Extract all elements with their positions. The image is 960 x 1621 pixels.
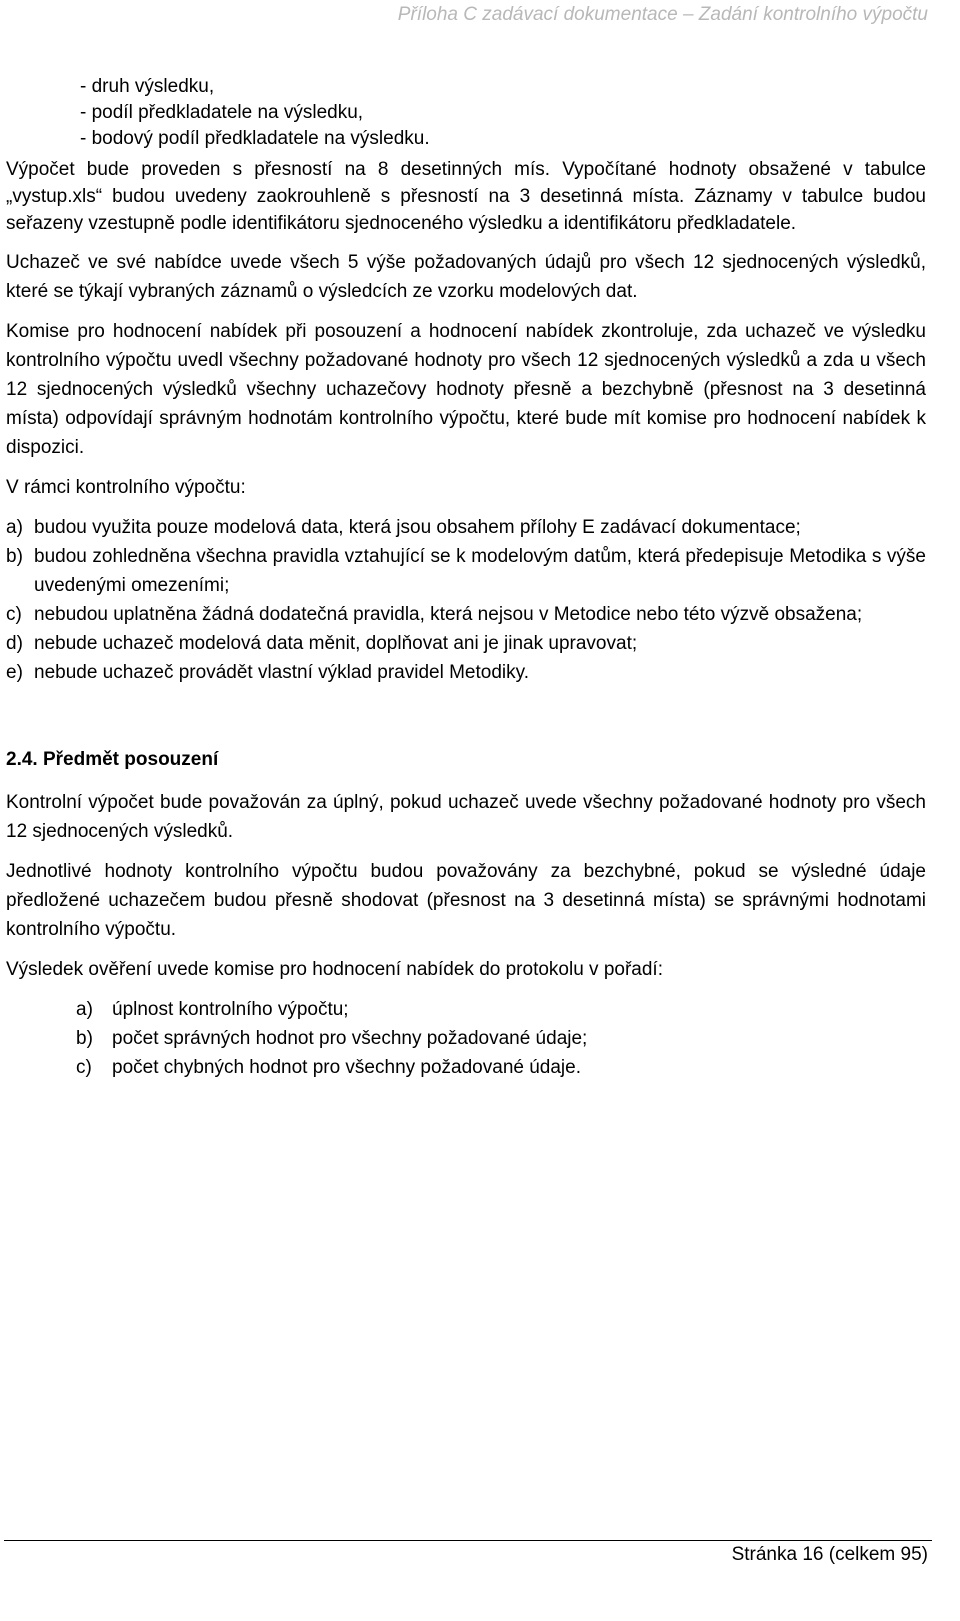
page-header: Příloha C zadávací dokumentace – Zadání kontrolního výpočtu bbox=[397, 4, 928, 25]
list-item bbox=[6, 542, 926, 600]
list-item bbox=[76, 1024, 926, 1053]
list-item: - podíl předkladatele na výsledku, bbox=[80, 100, 926, 126]
list-marker: a) bbox=[6, 517, 23, 538]
page-number: Stránka 16 (celkem 95) bbox=[731, 1544, 928, 1565]
list-item-text: nebude uchazeč modelová data měnit, doplňovat ani je jinak upravovat; bbox=[34, 633, 638, 654]
paragraph-commission: Komise pro hodnocení nabídek při posouzení a hodnocení nabídek zkontroluje, zda uchazeč ve výsledku kontrolního výpočtu uvedl všechny požadované hodnoty pro všech 12 sjednocených výsledků a zda u všech 12 sjednocených výsledků všechny uchazečovy hodnoty přesně a bezchybně (přesnost na 3 desetinná místa) odpovídají správným hodnotám kontrolního výpočtu, které bude mít komise pro hodnocení nabídek k dispozici. bbox=[6, 321, 926, 458]
list-item-text: budou využita pouze modelová data, která jsou obsahem přílohy E zadávací dokumentace; bbox=[34, 517, 801, 538]
list-item bbox=[6, 600, 926, 629]
list-marker: c) bbox=[6, 604, 22, 625]
dash-list bbox=[6, 74, 926, 152]
section-number: 2.4. bbox=[6, 749, 38, 770]
list-item-text: počet správných hodnot pro všechny požadované údaje; bbox=[112, 1028, 588, 1049]
list-marker: a) bbox=[76, 999, 93, 1020]
section-heading bbox=[6, 745, 926, 774]
list-marker: b) bbox=[76, 1028, 93, 1049]
list-item bbox=[6, 513, 926, 542]
list-item-text: úplnost kontrolního výpočtu; bbox=[112, 999, 349, 1020]
list-item-text: budou zohledněna všechna pravidla vztahující se k modelovým datům, která předepisuje Metodika s výše uvedenými omezeními; bbox=[34, 546, 926, 596]
list-item bbox=[76, 995, 926, 1024]
paragraph-applicant: Uchazeč ve své nabídce uvede všech 5 výše požadovaných údajů pro všech 12 sjednocených výsledků, které se týkají vybraných záznamů o výsledcích ze vzorku modelových dat. bbox=[6, 252, 926, 302]
paragraph-correctness: Jednotlivé hodnoty kontrolního výpočtu budou považovány za bezchybné, pokud se výsledné údaje předložené uchazečem budou přesně shodovat (přesnost na 3 desetinná místa) se správnými hodnotami kontrolního výpočtu. bbox=[6, 861, 926, 940]
list-item bbox=[76, 1053, 926, 1082]
paragraph-calculation: Výpočet bude proveden s přesností na 8 desetinných mís. Vypočítané hodnoty obsažené v tabulce „vystup.xls“ budou uvedeny zaokrouhleně s přesností na 3 desetinná místa. Záznamy v tabulce budou seřazeny vzestupně podle identifikátoru sjednoceného výsledku a identifikátoru předkladatele. bbox=[6, 159, 926, 234]
list-item bbox=[6, 629, 926, 658]
protocol-list bbox=[6, 995, 926, 1082]
list-marker: c) bbox=[76, 1057, 92, 1078]
list-marker: d) bbox=[6, 633, 23, 654]
list-item-text: počet chybných hodnot pro všechny požadované údaje. bbox=[112, 1057, 581, 1078]
section-title: Předmět posouzení bbox=[42, 749, 219, 770]
list-item-text: nebudou uplatněna žádná dodatečná pravidla, která nejsou v Metodice nebo této výzvě obsažena; bbox=[34, 604, 863, 625]
document-body bbox=[6, 74, 926, 1082]
list-item: - druh výsledku, bbox=[80, 74, 926, 100]
rules-list bbox=[6, 513, 926, 687]
footer-divider bbox=[4, 1540, 932, 1541]
paragraph-within-calculation: V rámci kontrolního výpočtu: bbox=[6, 477, 246, 498]
paragraph-protocol: Výsledek ověření uvede komise pro hodnocení nabídek do protokolu v pořadí: bbox=[6, 959, 663, 980]
list-marker: b) bbox=[6, 546, 23, 567]
list-item: - bodový podíl předkladatele na výsledku. bbox=[80, 126, 926, 152]
list-marker: e) bbox=[6, 662, 23, 683]
list-item-text: nebude uchazeč provádět vlastní výklad pravidel Metodiky. bbox=[34, 662, 529, 683]
paragraph-completeness: Kontrolní výpočet bude považován za úplný, pokud uchazeč uvede všechny požadované hodnoty pro všech 12 sjednocených výsledků. bbox=[6, 792, 926, 842]
list-item bbox=[6, 658, 926, 687]
